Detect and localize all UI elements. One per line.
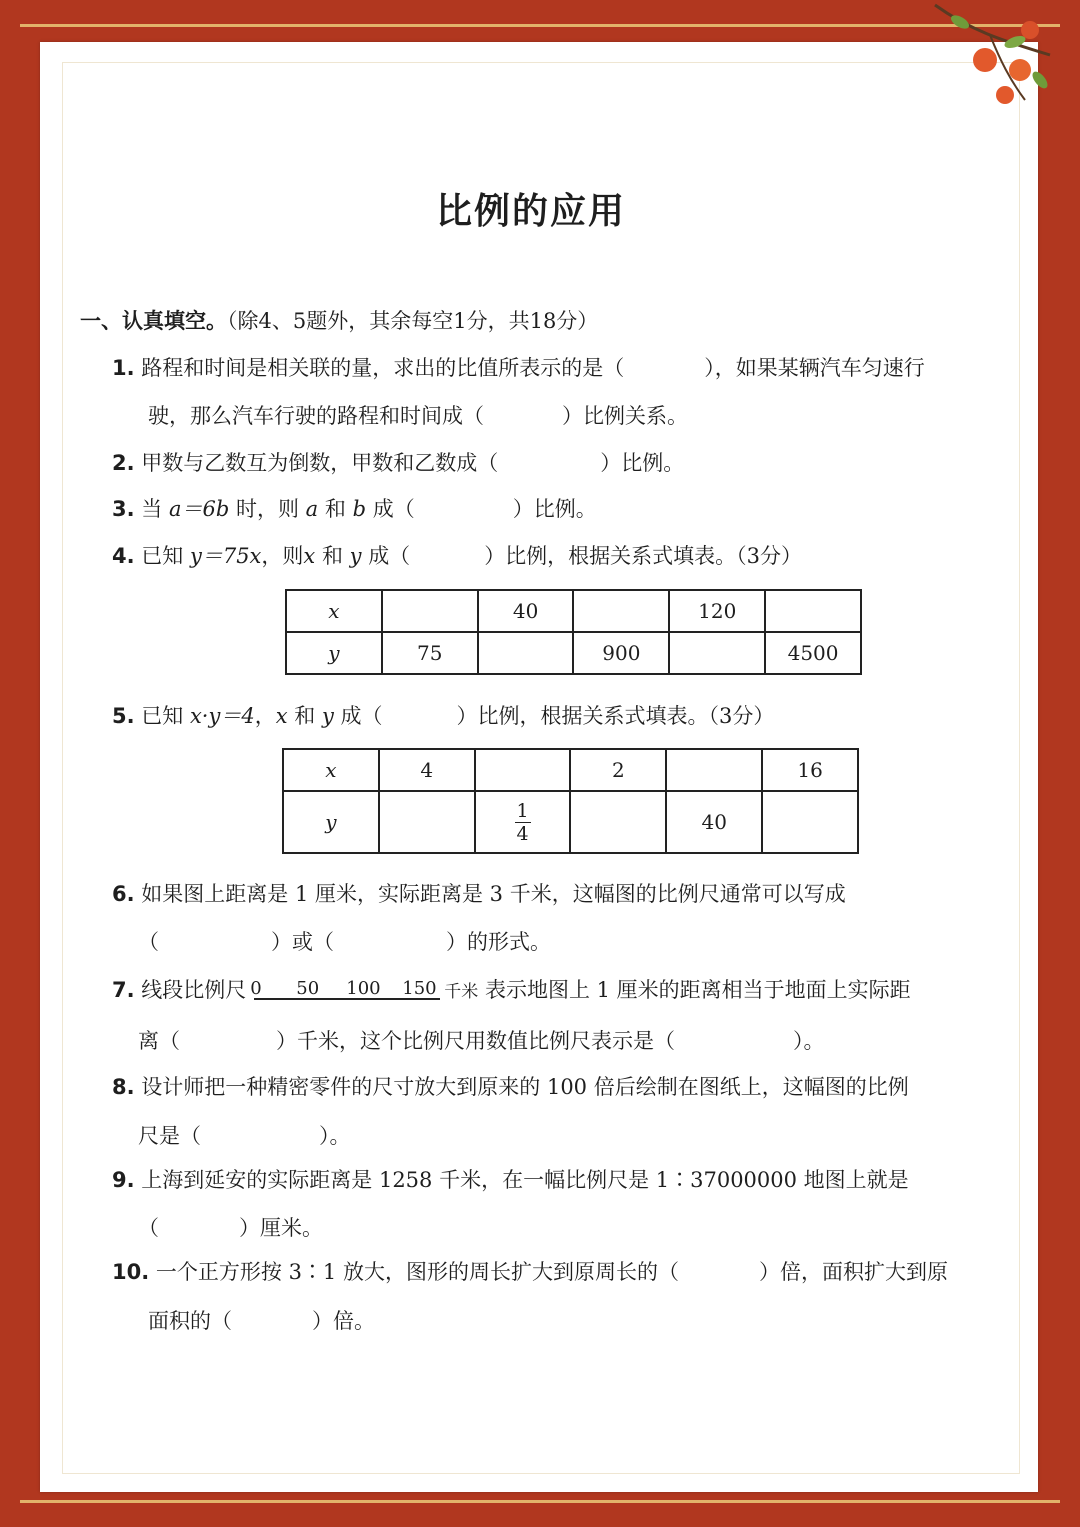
table-cell: x — [283, 749, 379, 791]
line-scale-bar: 0 50 100 150 — [250, 980, 440, 1004]
question-3: 3. 当 a＝6b 时，则 a 和 b 成（ ）比例。 — [112, 497, 597, 521]
question-10-line2: 面积的（ ）倍。 — [148, 1309, 375, 1333]
question-8-line2: 尺是（ ）。 — [138, 1124, 351, 1148]
table-cell[interactable] — [570, 791, 666, 853]
table-cell[interactable] — [382, 590, 478, 632]
table-cell: 75 — [382, 632, 478, 674]
table-cell[interactable] — [478, 632, 574, 674]
table-cell: x — [286, 590, 382, 632]
table-cell[interactable] — [475, 749, 571, 791]
table-row-y — [286, 632, 861, 674]
table-row-y — [283, 791, 858, 853]
question-6-line1: 6. 如果图上距离是 1 厘米，实际距离是 3 千米，这幅图的比例尺通常可以写成 — [112, 882, 846, 906]
table-cell[interactable] — [666, 749, 762, 791]
table-row-x — [283, 749, 858, 791]
question-9-line1: 9. 上海到延安的实际距离是 1258 千米，在一幅比例尺是 1∶37000000 地图上就是 — [112, 1168, 909, 1192]
question-4: 4. 已知 y＝75x，则x 和 y 成（ ）比例，根据关系式填表。（3分） — [112, 544, 803, 568]
question-1-line1: 1. 路程和时间是相关联的量，求出的比值所表示的是（ ），如果某辆汽车匀速行 — [112, 356, 925, 380]
table-cell[interactable] — [765, 590, 861, 632]
table-cell: 900 — [573, 632, 669, 674]
table-cell[interactable] — [762, 791, 858, 853]
table-cell[interactable] — [573, 590, 669, 632]
question-1-line2: 驶，那么汽车行驶的路程和时间成（ ）比例关系。 — [148, 404, 688, 428]
table-cell: 40 — [478, 590, 574, 632]
page-title: 比例的应用 — [435, 191, 626, 232]
table-cell: 120 — [669, 590, 765, 632]
question-7-line1: 7. 线段比例尺 0 50 100 150 千米 表示地图上 1 厘米的距离相当于地面上实际距 — [112, 977, 911, 1002]
table-cell-fraction — [475, 791, 571, 853]
table-cell: 2 — [570, 749, 666, 791]
table-cell: 16 — [762, 749, 858, 791]
question-2: 2. 甲数与乙数互为倒数，甲数和乙数成（ ）比例。 — [112, 451, 685, 475]
table-question-4 — [285, 589, 862, 675]
table-cell: 4 — [379, 749, 475, 791]
table-cell: y — [286, 632, 382, 674]
table-cell: 40 — [666, 791, 762, 853]
question-9-line2: （ ）厘米。 — [138, 1216, 323, 1240]
table-cell[interactable] — [669, 632, 765, 674]
table-question-5 — [282, 748, 859, 854]
question-8-line1: 8. 设计师把一种精密零件的尺寸放大到原来的 100 倍后绘制在图纸上，这幅图的比例 — [112, 1075, 909, 1099]
question-5: 5. 已知 x·y＝4，x 和 y 成（ ）比例，根据关系式填表。（3分） — [112, 704, 775, 728]
section-heading: 一、认真填空。（除4、5题外，其余每空1分，共18分） — [80, 309, 599, 333]
table-cell: 4500 — [765, 632, 861, 674]
question-7-line2: 离（ ）千米，这个比例尺用数值比例尺表示是（ ）。 — [138, 1029, 825, 1053]
table-row-x — [286, 590, 861, 632]
table-cell[interactable] — [379, 791, 475, 853]
question-6-line2: （ ）或（ ）的形式。 — [138, 930, 551, 954]
fraction: $\frac{1}{4}$ — [516, 799, 529, 845]
table-cell: y — [283, 791, 379, 853]
question-10-line1: 10. 一个正方形按 3∶1 放大，图形的周长扩大到原周长的（ ）倍，面积扩大到原 — [112, 1260, 948, 1284]
